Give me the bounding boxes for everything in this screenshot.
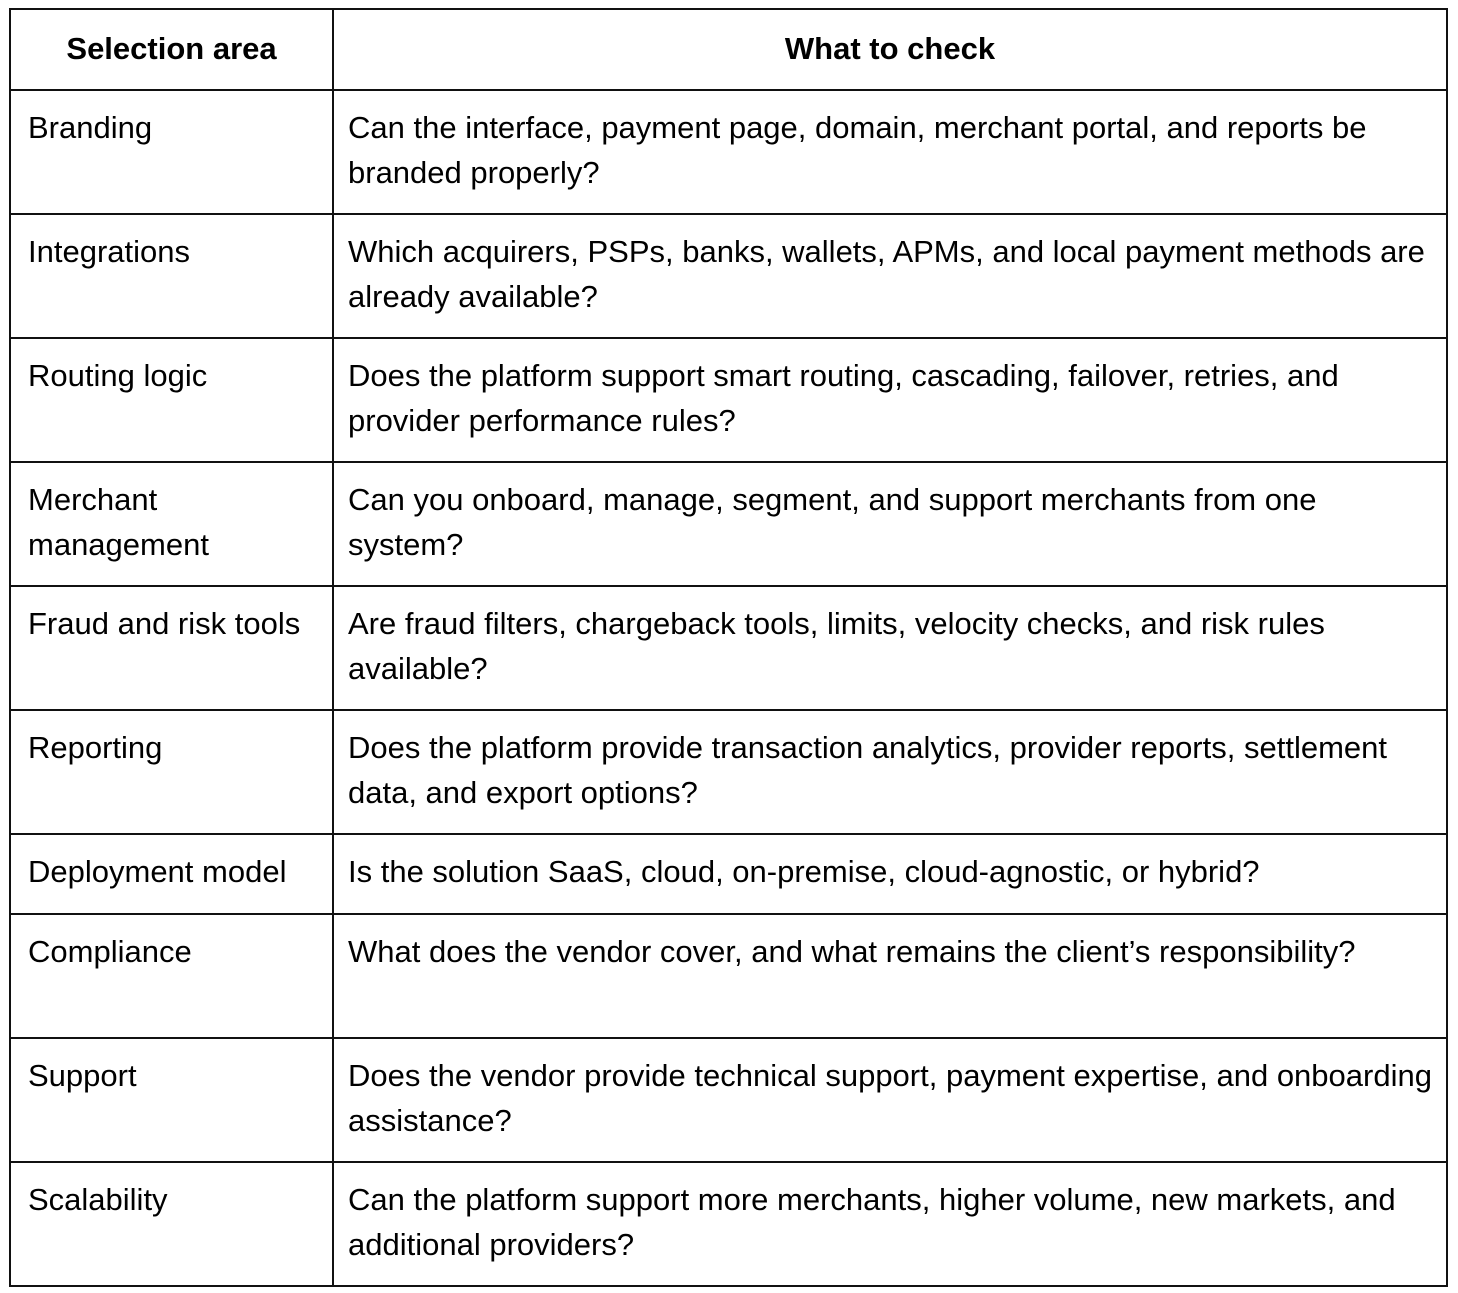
what-to-check-cell: What does the vendor cover, and what remains the client’s responsibility?: [333, 914, 1447, 1038]
what-to-check-cell: Which acquirers, PSPs, banks, wallets, APMs, and local payment methods are already available?: [333, 214, 1447, 338]
selection-area-cell: Reporting: [10, 710, 333, 834]
selection-area-cell: Support: [10, 1038, 333, 1162]
table-row: [10, 214, 1447, 338]
table-row: [10, 834, 1447, 914]
header-what-to-check: What to check: [333, 9, 1447, 90]
selection-area-cell: Routing logic: [10, 338, 333, 462]
selection-area-cell: Compliance: [10, 914, 333, 1038]
what-to-check-cell: Does the platform support smart routing, cascading, failover, retries, and provider performance rules?: [333, 338, 1447, 462]
what-to-check-cell: Can the platform support more merchants, higher volume, new markets, and additional providers?: [333, 1162, 1447, 1286]
what-to-check-cell: Can you onboard, manage, segment, and support merchants from one system?: [333, 462, 1447, 586]
table-row: [10, 586, 1447, 710]
selection-area-cell: Scalability: [10, 1162, 333, 1286]
table-row: [10, 1038, 1447, 1162]
selection-area-cell: Integrations: [10, 214, 333, 338]
what-to-check-cell: Does the vendor provide technical support, payment expertise, and onboarding assistance?: [333, 1038, 1447, 1162]
table-row: [10, 338, 1447, 462]
what-to-check-cell: Is the solution SaaS, cloud, on-premise, cloud-agnostic, or hybrid?: [333, 834, 1447, 914]
table-header: [10, 9, 1447, 90]
selection-area-cell: Deployment model: [10, 834, 333, 914]
selection-area-cell: Fraud and risk tools: [10, 586, 333, 710]
what-to-check-cell: Does the platform provide transaction analytics, provider reports, settlement data, and export options?: [333, 710, 1447, 834]
selection-criteria-table: [9, 8, 1448, 1287]
what-to-check-cell: Are fraud filters, chargeback tools, limits, velocity checks, and risk rules available?: [333, 586, 1447, 710]
selection-area-cell: Merchant management: [10, 462, 333, 586]
table-row: [10, 462, 1447, 586]
table-row: [10, 90, 1447, 214]
selection-area-cell: Branding: [10, 90, 333, 214]
table-row: [10, 710, 1447, 834]
header-row: [10, 9, 1447, 90]
header-selection-area: Selection area: [10, 9, 333, 90]
table-row: [10, 1162, 1447, 1286]
table-body: [10, 90, 1447, 1286]
what-to-check-cell: Can the interface, payment page, domain, merchant portal, and reports be branded properly?: [333, 90, 1447, 214]
table-row: [10, 914, 1447, 1038]
